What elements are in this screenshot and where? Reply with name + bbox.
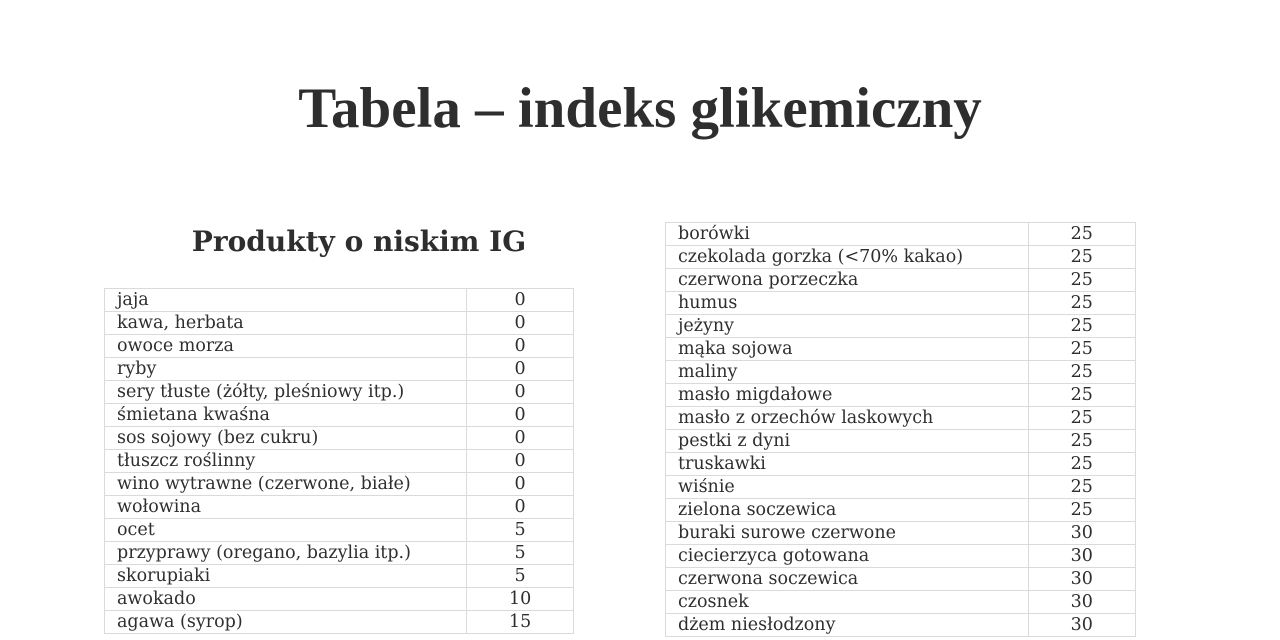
ig-value: 15 (467, 611, 574, 634)
product-name: czekolada gorzka (<70% kakao) (666, 246, 1029, 269)
table-row (666, 223, 1136, 246)
ig-value: 0 (467, 358, 574, 381)
ig-value: 25 (1028, 453, 1135, 476)
ig-value: 0 (467, 335, 574, 358)
product-name: masło migdałowe (666, 384, 1029, 407)
table-row (666, 614, 1136, 637)
product-name: sos sojowy (bez cukru) (105, 427, 467, 450)
ig-value: 30 (1028, 522, 1135, 545)
table-row (105, 312, 574, 335)
table-row (105, 519, 574, 542)
table-row (666, 246, 1136, 269)
product-name: jaja (105, 289, 467, 312)
ig-value: 25 (1028, 292, 1135, 315)
product-name: masło z orzechów laskowych (666, 407, 1029, 430)
table-row (105, 565, 574, 588)
ig-value: 0 (467, 496, 574, 519)
ig-value: 25 (1028, 499, 1135, 522)
ig-value: 25 (1028, 223, 1135, 246)
ig-value: 10 (467, 588, 574, 611)
ig-value: 0 (467, 404, 574, 427)
product-name: borówki (666, 223, 1029, 246)
product-name: wołowina (105, 496, 467, 519)
product-name: czerwona porzeczka (666, 269, 1029, 292)
product-name: sery tłuste (żółty, pleśniowy itp.) (105, 381, 467, 404)
table-row (666, 292, 1136, 315)
table-row (666, 407, 1136, 430)
product-name: wino wytrawne (czerwone, białe) (105, 473, 467, 496)
product-name: dżem niesłodzony (666, 614, 1029, 637)
ig-value: 5 (467, 542, 574, 565)
table-row (666, 338, 1136, 361)
table-row (666, 315, 1136, 338)
product-name: mąka sojowa (666, 338, 1029, 361)
product-name: ciecierzyca gotowana (666, 545, 1029, 568)
ig-value: 30 (1028, 568, 1135, 591)
product-name: humus (666, 292, 1029, 315)
ig-value: 5 (467, 519, 574, 542)
table-row (666, 568, 1136, 591)
product-name: kawa, herbata (105, 312, 467, 335)
table-row (666, 499, 1136, 522)
product-name: jeżyny (666, 315, 1029, 338)
table-row (105, 542, 574, 565)
product-name: wiśnie (666, 476, 1029, 499)
table-row (666, 591, 1136, 614)
table-row (666, 269, 1136, 292)
table-row (105, 496, 574, 519)
table-row (105, 611, 574, 634)
ig-value: 30 (1028, 545, 1135, 568)
ig-value: 30 (1028, 591, 1135, 614)
product-name: skorupiaki (105, 565, 467, 588)
product-name: ryby (105, 358, 467, 381)
ig-value: 0 (467, 473, 574, 496)
product-name: tłuszcz roślinny (105, 450, 467, 473)
table-row (105, 404, 574, 427)
ig-value: 0 (467, 289, 574, 312)
product-name: buraki surowe czerwone (666, 522, 1029, 545)
section-subtitle (104, 222, 614, 262)
ig-value: 25 (1028, 407, 1135, 430)
ig-value: 0 (467, 312, 574, 335)
low-ig-table-left (104, 288, 574, 634)
table-row (666, 430, 1136, 453)
subtitle-bold: niskim IG (373, 225, 527, 258)
ig-value: 25 (1028, 269, 1135, 292)
product-name: czerwona soczewica (666, 568, 1029, 591)
table-row (105, 588, 574, 611)
table-row (105, 427, 574, 450)
ig-value: 0 (467, 381, 574, 404)
ig-value: 25 (1028, 384, 1135, 407)
product-name: owoce morza (105, 335, 467, 358)
table-row (105, 450, 574, 473)
table-row (105, 289, 574, 312)
product-name: śmietana kwaśna (105, 404, 467, 427)
product-name: pestki z dyni (666, 430, 1029, 453)
table-row (666, 453, 1136, 476)
table-row (105, 358, 574, 381)
table-row (666, 384, 1136, 407)
table-row (666, 522, 1136, 545)
subtitle-prefix: Produkty o (191, 225, 373, 258)
ig-value: 0 (467, 450, 574, 473)
ig-value: 25 (1028, 315, 1135, 338)
table-row (105, 381, 574, 404)
low-ig-table-right (665, 222, 1136, 637)
table-row (105, 335, 574, 358)
ig-value: 5 (467, 565, 574, 588)
product-name: maliny (666, 361, 1029, 384)
product-name: ocet (105, 519, 467, 542)
ig-value: 25 (1028, 361, 1135, 384)
product-name: truskawki (666, 453, 1029, 476)
product-name: czosnek (666, 591, 1029, 614)
ig-value: 25 (1028, 430, 1135, 453)
ig-value: 0 (467, 427, 574, 450)
product-name: zielona soczewica (666, 499, 1029, 522)
product-name: przyprawy (oregano, bazylia itp.) (105, 542, 467, 565)
page-title: Tabela – indeks glikemiczny (298, 77, 982, 140)
ig-value: 25 (1028, 476, 1135, 499)
ig-value: 25 (1028, 246, 1135, 269)
table-row (666, 545, 1136, 568)
product-name: agawa (syrop) (105, 611, 467, 634)
table-row (666, 361, 1136, 384)
ig-value: 30 (1028, 614, 1135, 637)
table-row (105, 473, 574, 496)
table-row (666, 476, 1136, 499)
product-name: awokado (105, 588, 467, 611)
ig-value: 25 (1028, 338, 1135, 361)
